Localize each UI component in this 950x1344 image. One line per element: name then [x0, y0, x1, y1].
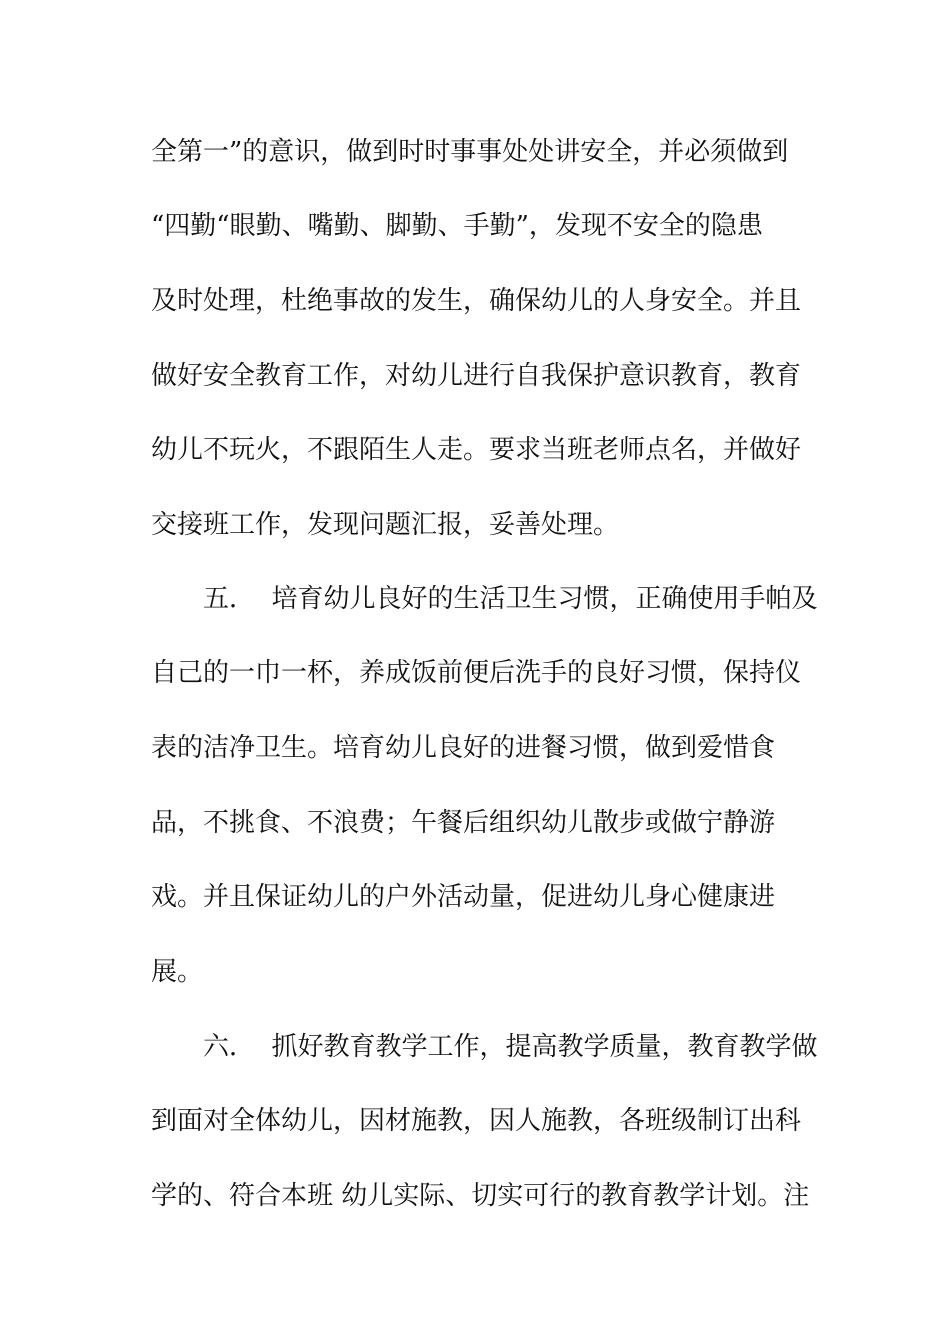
paragraph-line-8: 自己的一巾一杯，养成饭前便后洗手的良好习惯，保持仪: [151, 658, 802, 688]
paragraph-line-2: “四勤“眼勤、嘴勤、脚勤、手勤”，发现不安全的隐患: [151, 211, 763, 241]
section-five-first-line: 五． 培育幼儿良好的生活卫生习惯，正确使用手帕及: [203, 584, 818, 614]
paragraph-line-6: 交接班工作，发现问题汇报，妥善处理。: [151, 510, 620, 540]
section-six-first-line: 六． 抓好教育教学工作，提高教学质量，教育教学做: [203, 1032, 818, 1062]
paragraph-line-12: 展。: [151, 957, 204, 987]
paragraph-line-1: 全第一”的意识，做到时时事事处处讲安全，并必须做到: [151, 137, 789, 167]
paragraph-line-10: 品，不挑食、不浪费；午餐后组织幼儿散步或做宁静游: [151, 808, 776, 838]
paragraph-line-14: 到面对全体幼儿，因材施教，因人施教，各班级制订出科: [151, 1106, 802, 1136]
paragraph-line-11: 戏。并且保证幼儿的户外活动量，促进幼儿身心健康进: [151, 882, 776, 912]
paragraph-line-4: 做好安全教育工作，对幼儿进行自我保护意识教育，教育: [151, 361, 802, 391]
paragraph-line-5: 幼儿不玩火，不跟陌生人走。要求当班老师点名，并做好: [151, 435, 802, 465]
paragraph-line-9: 表的洁净卫生。培育幼儿良好的进餐习惯，做到爱惜食: [151, 733, 776, 763]
paragraph-line-15: 学的、符合本班 幼儿实际、切实可行的教育教学计划。注: [151, 1181, 810, 1211]
paragraph-line-3: 及时处理，杜绝事故的发生，确保幼儿的人身安全。并且: [151, 286, 802, 316]
